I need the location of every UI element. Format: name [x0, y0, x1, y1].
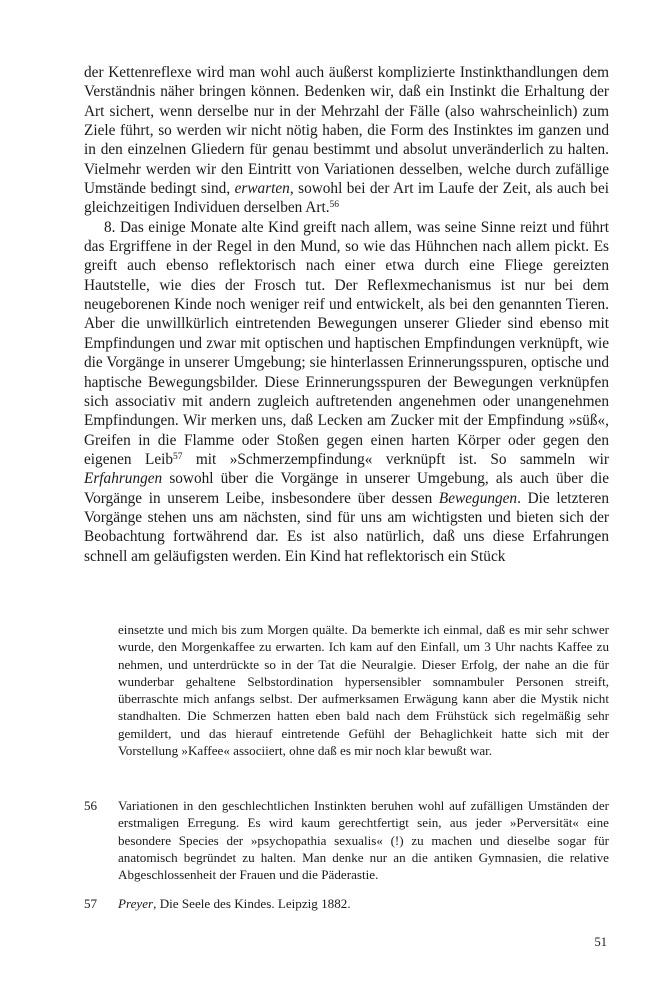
footnote-author: Preyer [118, 896, 154, 911]
paragraph-2 [84, 218, 609, 566]
text-run: der Kettenreflexe wird man wohl auch äußerst komplizierte Instinkthandlungen dem Verständnis näher bringen können. Bedenken wir, daß ein Instinkt die Erhaltung der Art sichert, wenn derselbe nur in der Mehrzahl der Fälle (also wahrscheinlich) zum Ziele führt, so werden wir nicht nötig haben, die Form des Instinktes im ganzen und in den einzelnen Gliedern für genau bestimmt und absolut unveränderlich zu halten. Vielmehr werden wir den Eintritt von Variationen desselben, welche durch zufällige Umstände bedingt sind, [84, 64, 609, 198]
footnote-continuation-text: einsetzte und mich bis zum Morgen quälte. Da bemerkte ich einmal, daß es mir sehr schwer wurde, den Morgenkaffee zu erwarten. Ich kam auf den Einfall, um 3 Uhr nachts Kaffee zu nehmen, und unterdrückte so in der Tat die Neuralgie. Dieser Erfolg, der nahe an die für wunderbar gehaltene Selbstordination hypersensibler somnambuler Personen streift, überraschte mich anfangs selbst. Der aufmerksamen Erwägung kann aber die Mystik nicht standhalten. Die Schmerzen hatten eben bald nach dem Frühstück sich regelmäßig sehr gemildert, und das hierauf eintretende Gefühl der Behaglichkeit hatte sich mit der Vorstellung »Kaffee« associiert, ohne daß es mir noch klar bewußt war. [118, 622, 609, 759]
paragraph-1 [84, 63, 609, 218]
text-run: 8. Das einige Monate alte Kind greift nach allem, was seine Sinne reizt und führt das Ergriffene in der Regel in den Mund, so wie das Hühnchen nach allem pickt. Es greift auch ebenso reflektorisch nach einer etwa durch eine Fliege gereizten Hautstelle, wie dies der Frosch tut. Der Reflexmechanismus ist nur bei dem neugeborenen Kinde noch weniger reif und entwickelt, als bei den genannten Tieren. Aber die unwillkürlich eintretenden Bewegungen unserer Glieder sind ebenso mit Empfindungen und zwar mit optischen und haptischen Empfindungen verknüpft, wie die Vorgänge in unserer Umgebung; sie hinterlassen Erinnerungsspuren, optische und haptische Bewegungsbilder. Diese Erinnerungsspuren der Bewegungen verknüpfen sich associativ mit andern zugleich auftretenden angenehmen oder unangenehmen Empfindungen. Wir merken uns, daß Lecken am Zucker mit der Empfindung »süß«, Greifen in die Flamme oder Stoßen gegen einen harten Körper oder gegen den eigenen Leib [84, 218, 609, 468]
footnote-number: 56 [84, 798, 98, 813]
footnote-number: 57 [84, 896, 98, 911]
text-run: mit »Schmerzempfindung« verknüpft ist. So sammeln wir [182, 450, 609, 468]
emphasis: Erfahrungen [84, 470, 163, 488]
text-run: sowohl über die Vorgänge in unserer Umgebung, als auch über die Vorgänge in unserem Leibe, insbesondere über dessen [84, 470, 609, 507]
text-run: . Die letzteren Vorgänge stehen uns am nächsten, sind für uns am wichtigsten und bieten sich der Beobachtung fortwährend dar. Es ist also natürlich, daß uns diese Erfahrungen schnell am geläufigsten werden. Ein Kind hat reflektorisch ein Stück [84, 489, 609, 565]
footnote-continuation [118, 621, 609, 759]
footnote-57 [84, 895, 609, 912]
page-number: 51 [594, 935, 607, 949]
footnote-ref-57[interactable]: 57 [173, 451, 183, 462]
footnote-text [118, 895, 609, 912]
text-run: , sowohl bei der Art im Laufe der Zeit, als auch bei gleichzeitigen Individuen derselben Art. [84, 180, 609, 217]
footnote-ref-56[interactable]: 56 [329, 200, 339, 211]
emphasis: Bewegungen [438, 489, 518, 507]
footnote-citation: , Die Seele des Kindes. Leipzig 1882. [153, 896, 351, 911]
main-text [84, 63, 609, 566]
footnote-56 [84, 797, 609, 883]
footnote-text: Variationen in den geschlechtlichen Instinkten beruhen wohl auf zufälligen Umständen der erstmaligen Erregung. Es wird kaum gerechtfertigt sein, aus jeder »Perversität« eine besondere Species der »psychopathia sexualis« (!) zu machen und dieselbe sogar für anatomisch begründet zu halten. Man denke nur an die antiken Gymnasien, die relative Abgeschlossenheit der Frauen und die Päderastie. [118, 798, 609, 883]
emphasis: erwarten [234, 180, 290, 198]
